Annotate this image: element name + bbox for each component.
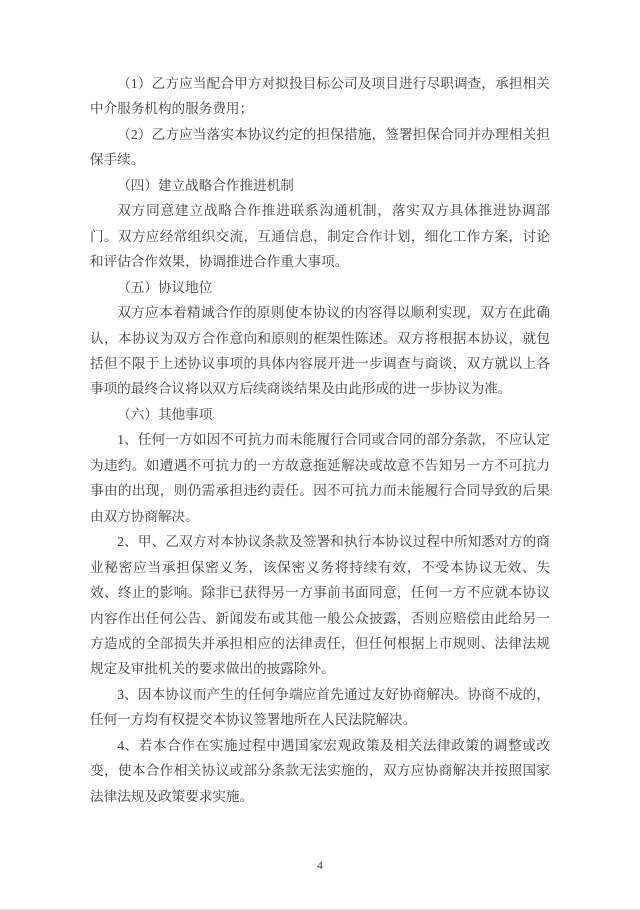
document-body bbox=[90, 71, 550, 809]
paragraph: （五）协议地位 bbox=[117, 279, 213, 295]
paragraph: 双方同意建立战略合作推进联系沟通机制，落实双方具体推进协调部门。双方应经常组织交流，互通信息，制定合作计划，细化工作方案，讨论和评估合作效果，协调推进合作重大事项。 bbox=[90, 203, 550, 270]
paragraph: 4、若本合作在实施过程中遇国家宏观政策及相关法律政策的调整或改变，使本合作相关协议或部分条款无法实施的，双方应协商解决并按照国家法律法规及政策要求实施。 bbox=[90, 737, 550, 804]
page-number: 4 bbox=[317, 860, 323, 872]
paragraph: （六）其他事项 bbox=[117, 406, 213, 422]
paragraph: 1、任何一方如因不可抗力而未能履行合同或合同的部分条款，不应认定为违约。如遭遇不可抗力的一方故意拖延解决或故意不告知另一方不可抗力事由的出现，则仍需承担违约责任。因不可抗力而未能履行合同导致的后果由双方协商解决。 bbox=[90, 432, 550, 524]
paragraph: （四）建立战略合作推进机制 bbox=[117, 177, 294, 193]
paragraph: 双方应本着精诚合作的原则使本协议的内容得以顺利实现，双方在此确认，本协议为双方合作意向和原则的框架性陈述。双方将根据本协议，就包括但不限于上述协议事项的具体内容展开进一步调查与商谈，双方就以上各事项的最终合议将以双方后续商谈结果及由此形成的进一步协议为准。 bbox=[90, 305, 550, 397]
paragraph: （1）乙方应当配合甲方对拟投目标公司及项目进行尽职调查，承担相关中介服务机构的服务费用； bbox=[90, 76, 550, 117]
paragraph: （2）乙方应当落实本协议约定的担保措施，签署担保合同并办理相关担保手续。 bbox=[90, 126, 550, 168]
paragraph: 3、因本协议而产生的任何争端应首先通过友好协商解决。协商不成的，任何一方均有权提交本协议签署地所在人民法院解决。 bbox=[90, 686, 550, 728]
paragraph: 2、甲、乙双方对本协议条款及签署和执行本协议过程中所知悉对方的商业秘密应当承担保密义务，该保密义务将持续有效，不受本协议无效、失效、终止的影响。除非已获得另一方事前书面同意，任何一方不应就本协议内容作出任何公告、新闻发布或其他一般公众披露，否则应赔偿由此给另一方造成的全部损失并承担相应的法律责任，但任何根据上市规则、法律法规规定及审批机关的要求做出的披露除外。 bbox=[90, 534, 550, 677]
